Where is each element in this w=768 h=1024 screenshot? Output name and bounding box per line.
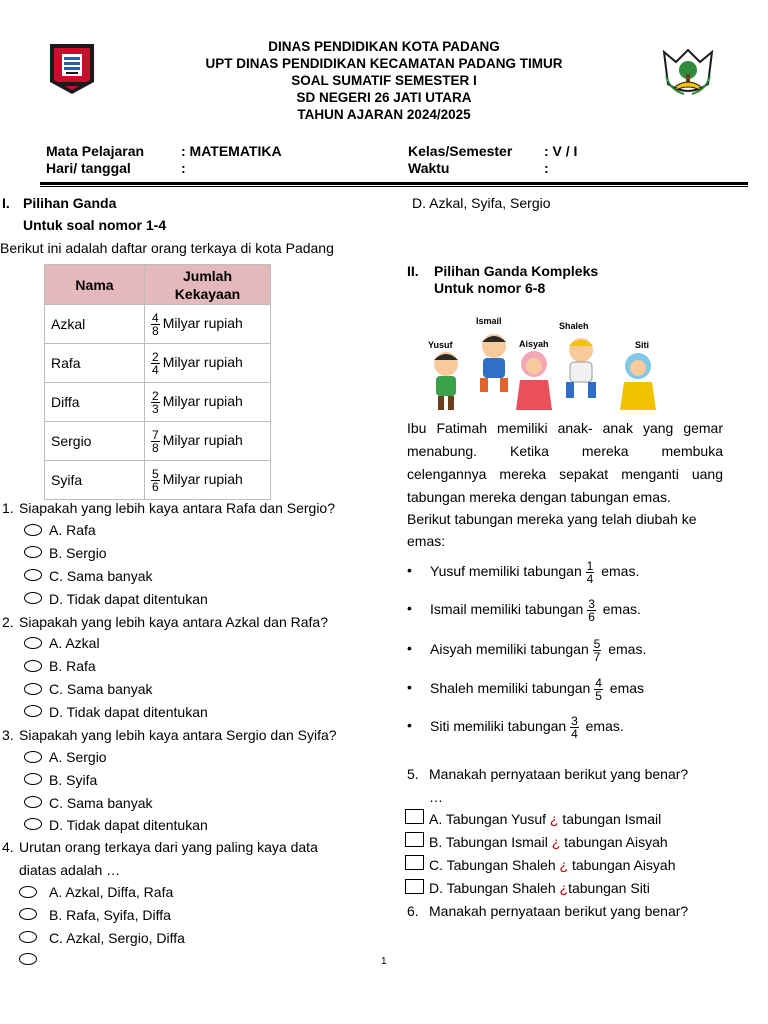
table-row — [45, 305, 271, 344]
kid-shaleh — [566, 338, 596, 398]
savings-yusuf — [430, 556, 639, 586]
q1-option-a[interactable]: A. Rafa — [49, 522, 96, 538]
table-row — [45, 344, 271, 383]
q3-option-c[interactable]: C. Sama banyak — [49, 795, 153, 811]
savings-unit: emas. — [602, 601, 641, 617]
comparison-symbol: ¿ — [559, 880, 569, 896]
savings-aisyah — [430, 634, 646, 664]
row-wealth — [145, 461, 271, 500]
table-row — [45, 383, 271, 422]
wealth-fraction — [151, 351, 160, 376]
savings-unit: emas. — [608, 641, 647, 657]
header-wealth-line-1: Jumlah — [182, 267, 232, 284]
q3-option-c-radio[interactable] — [24, 796, 42, 808]
savings-text: Ismail memiliki tabungan — [430, 601, 584, 617]
document-header — [0, 38, 768, 123]
q3-option-b[interactable]: B. Syifa — [49, 772, 98, 788]
header-wealth — [145, 265, 271, 305]
bullet-icon: • — [407, 640, 412, 656]
story-line-1: Ibu Fatimah memiliki anak- anak yang gemar — [407, 420, 723, 436]
savings-fraction — [570, 715, 579, 740]
q4-option-c[interactable]: C. Azkal, Sergio, Diffa — [49, 930, 185, 946]
fraction-denominator: 4 — [586, 571, 594, 586]
wealth-table — [44, 264, 271, 500]
savings-fraction — [587, 598, 596, 623]
row-name: Sergio — [45, 422, 145, 461]
fraction-denominator: 3 — [152, 401, 159, 416]
fraction-numerator: 5 — [593, 636, 601, 651]
question-4-number: 4. — [2, 839, 14, 855]
q1-option-b[interactable]: B. Sergio — [49, 545, 107, 561]
fraction-denominator: 4 — [152, 362, 159, 377]
fraction-numerator: 5 — [152, 466, 159, 481]
q1-option-d-radio[interactable] — [24, 592, 42, 604]
kid-label-yusuf: Yusuf — [428, 340, 453, 350]
story-line-2: menabung. Ketika mereka membuka — [407, 443, 723, 459]
kid-label-ismail: Ismail — [476, 316, 502, 326]
table-header-row — [45, 265, 271, 305]
q5-option-a-checkbox[interactable] — [405, 809, 424, 824]
savings-fraction — [593, 638, 602, 663]
section-2-number: II. — [407, 263, 419, 279]
question-3-text: Siapakah yang lebih kaya antara Sergio dan Syifa? — [19, 727, 337, 743]
q4-option-d[interactable]: D. Azkal, Syifa, Sergio — [412, 195, 551, 211]
fraction-denominator: 4 — [571, 726, 578, 741]
savings-shaleh — [430, 673, 644, 703]
mapel-value: : MATEMATIKA — [181, 143, 282, 159]
mapel-label: Mata Pelajaran — [46, 143, 145, 159]
hari-value: : — [181, 160, 186, 176]
fraction-numerator: 3 — [588, 596, 595, 611]
kid-yusuf — [434, 352, 458, 410]
bullet-icon: • — [407, 679, 412, 695]
table-row — [45, 461, 271, 500]
section-2-title: Pilihan Ganda Kompleks — [434, 263, 599, 279]
table-row — [45, 422, 271, 461]
header-line-4: SD NEGERI 26 JATI UTARA — [296, 90, 472, 105]
question-6-text: Manakah pernyataan berikut yang benar? — [429, 903, 689, 919]
question-1-number: 1. — [2, 500, 14, 516]
wealth-unit: Milyar rupiah — [162, 353, 243, 370]
q2-option-d-radio[interactable] — [24, 705, 42, 717]
q3-option-b-radio[interactable] — [24, 773, 42, 785]
header-line-3: SOAL SUMATIF SEMESTER I — [291, 73, 477, 88]
q2-option-a[interactable]: A. Azkal — [49, 635, 100, 651]
row-name: Rafa — [45, 344, 145, 383]
kid-aisyah — [516, 351, 552, 410]
question-6-number: 6. — [407, 903, 419, 919]
q5-option-c-checkbox[interactable] — [405, 855, 424, 870]
fraction-denominator: 8 — [152, 323, 159, 338]
q2-option-d[interactable]: D. Tidak dapat ditentukan — [49, 704, 208, 720]
savings-ismail — [430, 594, 641, 624]
header-line-1: DINAS PENDIDIKAN KOTA PADANG — [268, 39, 500, 54]
option-text: A. Tabungan Yusuf — [429, 811, 547, 827]
row-name: Azkal — [45, 305, 145, 344]
wealth-fraction — [151, 429, 160, 454]
q2-option-b[interactable]: B. Rafa — [49, 658, 96, 674]
fraction-numerator: 4 — [595, 675, 602, 690]
q1-option-b-radio[interactable] — [24, 546, 42, 558]
wealth-unit: Milyar rupiah — [162, 431, 243, 448]
savings-fraction — [594, 677, 603, 702]
comparison-symbol: ¿ — [551, 834, 561, 850]
option-text: tabungan Siti — [568, 880, 650, 896]
fraction-numerator: 3 — [571, 713, 578, 728]
question-5-number: 5. — [407, 766, 419, 782]
bullet-icon: • — [407, 562, 412, 578]
fraction-denominator: 7 — [593, 649, 601, 664]
q5-option-d-checkbox[interactable] — [405, 879, 424, 894]
q1-option-c[interactable]: C. Sama banyak — [49, 568, 153, 584]
kid-label-shaleh: Shaleh — [559, 321, 589, 331]
wealth-unit: Milyar rupiah — [162, 392, 243, 409]
q4-option-b-radio[interactable] — [19, 908, 37, 920]
option-text: D. Tabungan Shaleh — [429, 880, 556, 896]
row-wealth — [145, 422, 271, 461]
wealth-fraction — [151, 312, 160, 337]
section-1-intro: Berikut ini adalah daftar orang terkaya di kota Padang — [0, 240, 334, 256]
q4-option-b[interactable]: B. Rafa, Syifa, Diffa — [49, 907, 171, 923]
savings-siti — [430, 711, 624, 741]
header-rule-thick — [40, 182, 748, 185]
fraction-denominator: 6 — [152, 479, 159, 494]
question-4-text-line-1: Urutan orang terkaya dari yang paling kaya data — [19, 839, 318, 855]
savings-text: Yusuf memiliki tabungan — [430, 563, 582, 579]
row-name: Syifa — [45, 461, 145, 500]
row-wealth — [145, 383, 271, 422]
section-1-title: Pilihan Ganda — [23, 195, 117, 211]
q4-option-c-radio[interactable] — [19, 931, 37, 943]
q3-option-d[interactable]: D. Tidak dapat ditentukan — [49, 817, 208, 833]
savings-unit: emas. — [585, 718, 624, 734]
question-2-text: Siapakah yang lebih kaya antara Azkal dan Rafa? — [19, 614, 328, 630]
wealth-unit: Milyar rupiah — [162, 314, 243, 331]
q4-option-d-radio[interactable] — [19, 953, 37, 965]
savings-unit: emas. — [601, 563, 640, 579]
story-line-4: tabungan mereka dengan tabungan emas. — [407, 489, 671, 505]
q1-option-c-radio[interactable] — [24, 569, 42, 581]
wealth-fraction — [151, 468, 160, 493]
q5-option-b-checkbox[interactable] — [405, 832, 424, 847]
fraction-numerator: 2 — [152, 388, 159, 403]
bullet-icon: • — [407, 600, 412, 616]
q2-option-c[interactable]: C. Sama banyak — [49, 681, 153, 697]
option-text: C. Tabungan Shaleh — [429, 857, 556, 873]
savings-unit: emas — [609, 680, 645, 696]
kelas-value: : V / I — [544, 143, 578, 159]
question-2-number: 2. — [2, 614, 14, 630]
q5-option-c[interactable] — [429, 856, 676, 874]
kid-label-aisyah: Aisyah — [519, 339, 549, 349]
q5-option-b[interactable] — [429, 833, 668, 851]
savings-text: Siti memiliki tabungan — [430, 718, 567, 734]
header-line-2: UPT DINAS PENDIDIKAN KECAMATAN PADANG TIMUR — [205, 56, 563, 71]
option-text: tabungan Ismail — [562, 811, 662, 827]
page-number: 1 — [381, 956, 387, 967]
option-text: tabungan Aisyah — [564, 834, 668, 850]
comparison-symbol: ¿ — [549, 811, 559, 827]
section-1-number: I. — [2, 195, 10, 211]
fraction-denominator: 8 — [152, 440, 159, 455]
row-name: Diffa — [45, 383, 145, 422]
waktu-label: Waktu — [408, 160, 450, 176]
q2-option-a-radio[interactable] — [24, 637, 42, 649]
savings-text: Shaleh memiliki tabungan — [430, 680, 591, 696]
option-text: tabungan Aisyah — [571, 857, 676, 873]
fraction-numerator: 7 — [152, 427, 159, 442]
bullet-icon: • — [407, 717, 412, 733]
q1-option-a-radio[interactable] — [24, 524, 42, 536]
header-line-5: TAHUN AJARAN 2024/2025 — [297, 107, 471, 122]
q3-option-a[interactable]: A. Sergio — [49, 749, 107, 765]
question-1-text: Siapakah yang lebih kaya antara Rafa dan Sergio? — [19, 500, 335, 516]
header-rule-thin — [40, 186, 748, 187]
question-5-text: Manakah pernyataan berikut yang benar? — [429, 766, 689, 782]
wealth-fraction — [151, 390, 160, 415]
kid-ismail — [480, 334, 508, 392]
waktu-value: : — [544, 160, 549, 176]
fraction-denominator: 6 — [588, 609, 595, 624]
kid-label-siti: Siti — [635, 340, 650, 350]
q1-option-d[interactable]: D. Tidak dapat ditentukan — [49, 591, 208, 607]
story-line-3: celengannya mereka sepakat menganti uang — [407, 466, 723, 482]
section-1-subtitle: Untuk soal nomor 1-4 — [23, 217, 167, 233]
q4-option-a-radio[interactable] — [19, 886, 37, 898]
q2-option-c-radio[interactable] — [24, 683, 42, 695]
question-3-number: 3. — [2, 727, 14, 743]
row-wealth — [145, 305, 271, 344]
savings-fraction — [586, 560, 595, 585]
section-2-subtitle: Untuk nomor 6-8 — [434, 280, 546, 296]
fraction-numerator: 4 — [152, 310, 159, 325]
story-line-6: emas: — [407, 533, 446, 549]
header-name: Nama — [45, 265, 145, 305]
q4-option-a[interactable]: A. Azkal, Diffa, Rafa — [49, 884, 174, 900]
row-wealth — [145, 344, 271, 383]
question-4-text-line-2: diatas adalah … — [19, 862, 121, 878]
kelas-label: Kelas/Semester — [408, 143, 513, 159]
q5-option-a[interactable] — [429, 810, 661, 828]
savings-text: Aisyah memiliki tabungan — [430, 641, 589, 657]
children-illustration — [406, 312, 664, 416]
fraction-numerator: 2 — [152, 349, 159, 364]
option-text: B. Tabungan Ismail — [429, 834, 548, 850]
hari-label: Hari/ tanggal — [46, 160, 131, 176]
kid-siti — [620, 353, 656, 410]
q5-option-d[interactable] — [429, 879, 650, 897]
fraction-numerator: 1 — [586, 558, 594, 573]
story-line-5: Berikut tabungan mereka yang telah diubah ke — [407, 511, 697, 527]
q2-option-b-radio[interactable] — [24, 660, 42, 672]
header-wealth-line-2: Kekayaan — [174, 285, 241, 302]
q3-option-d-radio[interactable] — [24, 818, 42, 830]
question-5-ellipsis: … — [429, 789, 443, 805]
wealth-unit: Milyar rupiah — [162, 470, 243, 487]
fraction-denominator: 5 — [595, 688, 602, 703]
comparison-symbol: ¿ — [559, 857, 569, 873]
q3-option-a-radio[interactable] — [24, 751, 42, 763]
